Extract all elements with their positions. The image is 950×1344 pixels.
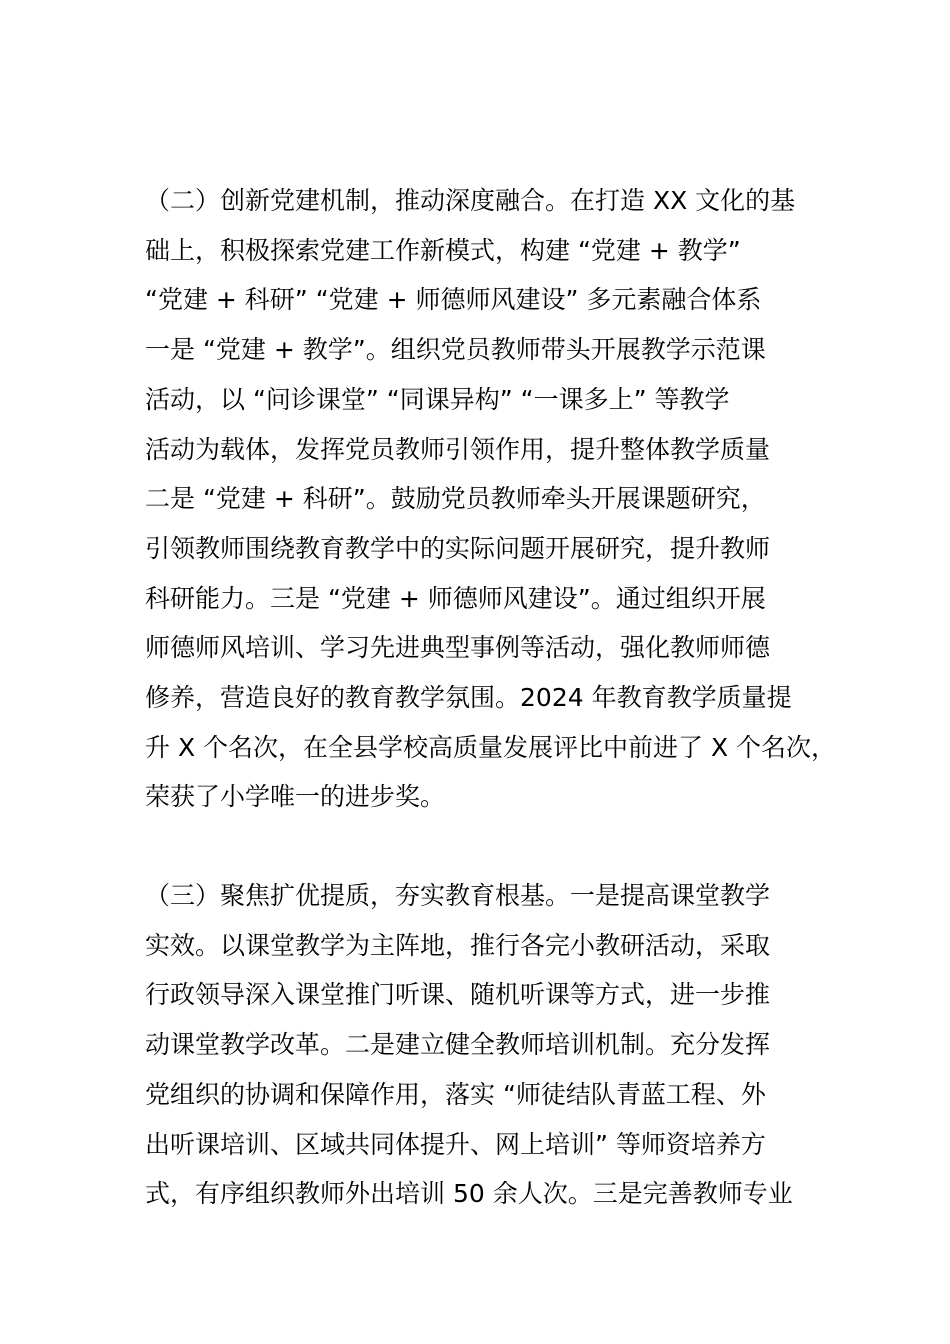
text-line: 一是 “党建 + 教学”。组织党员教师带头开展教学示范课 [145,335,766,365]
text-line: 活动为载体，发挥党员教师引领作用，提升整体教学质量 [145,434,771,464]
text-line: 式，有序组织教师外出培训 50 余人次。三是完善教师专业 [145,1179,793,1209]
text-line: “党建 + 科研” “党建 + 师德师风建设” 多元素融合体系 [145,285,762,315]
text-line: 二是 “党建 + 科研”。鼓励党员教师牵头开展课题研究， [145,484,766,514]
text-line: 升 X 个名次，在全县学校高质量发展评比中前进了 X 个名次， [145,732,837,762]
text-line: 党组织的协调和保障作用，落实 “师徒结队青蓝工程、外 [145,1079,766,1109]
text-line: 出听课培训、区域共同体提升、网上培训” 等师资培养方 [145,1129,766,1159]
text-line: （三）聚焦扩优提质，夯实教育根基。一是提高课堂教学 [145,881,771,910]
text-line: （二）创新党建机制，推动深度融合。在打造 XX 文化的基 [145,186,796,215]
text-line: 引领教师围绕教育教学中的实际问题开展研究，提升教师 [145,533,771,563]
text-line: 师德师风培训、学习先进典型事例等活动，强化教师师德 [145,633,771,663]
text-line: 活动，以 “问诊课堂” “同课异构” “一课多上” 等教学 [145,384,730,414]
text-line: 础上，积极探索党建工作新模式，构建 “党建 + 教学” [145,235,741,265]
text-line: 行政领导深入课堂推门听课、随机听课等方式，进一步推 [145,980,771,1010]
text-line: 科研能力。三是 “党建 + 师德师风建设”。通过组织开展 [145,583,766,613]
text-line: 修养，营造良好的教育教学氛围。2024 年教育教学质量提 [145,683,792,712]
text-line: 动课堂教学改革。二是建立健全教师培训机制。充分发挥 [145,1030,771,1060]
text-line: 荣获了小学唯一的进步奖。 [145,782,446,812]
text-line: 实效。以课堂教学为主阵地，推行各完小教研活动，采取 [145,930,771,960]
